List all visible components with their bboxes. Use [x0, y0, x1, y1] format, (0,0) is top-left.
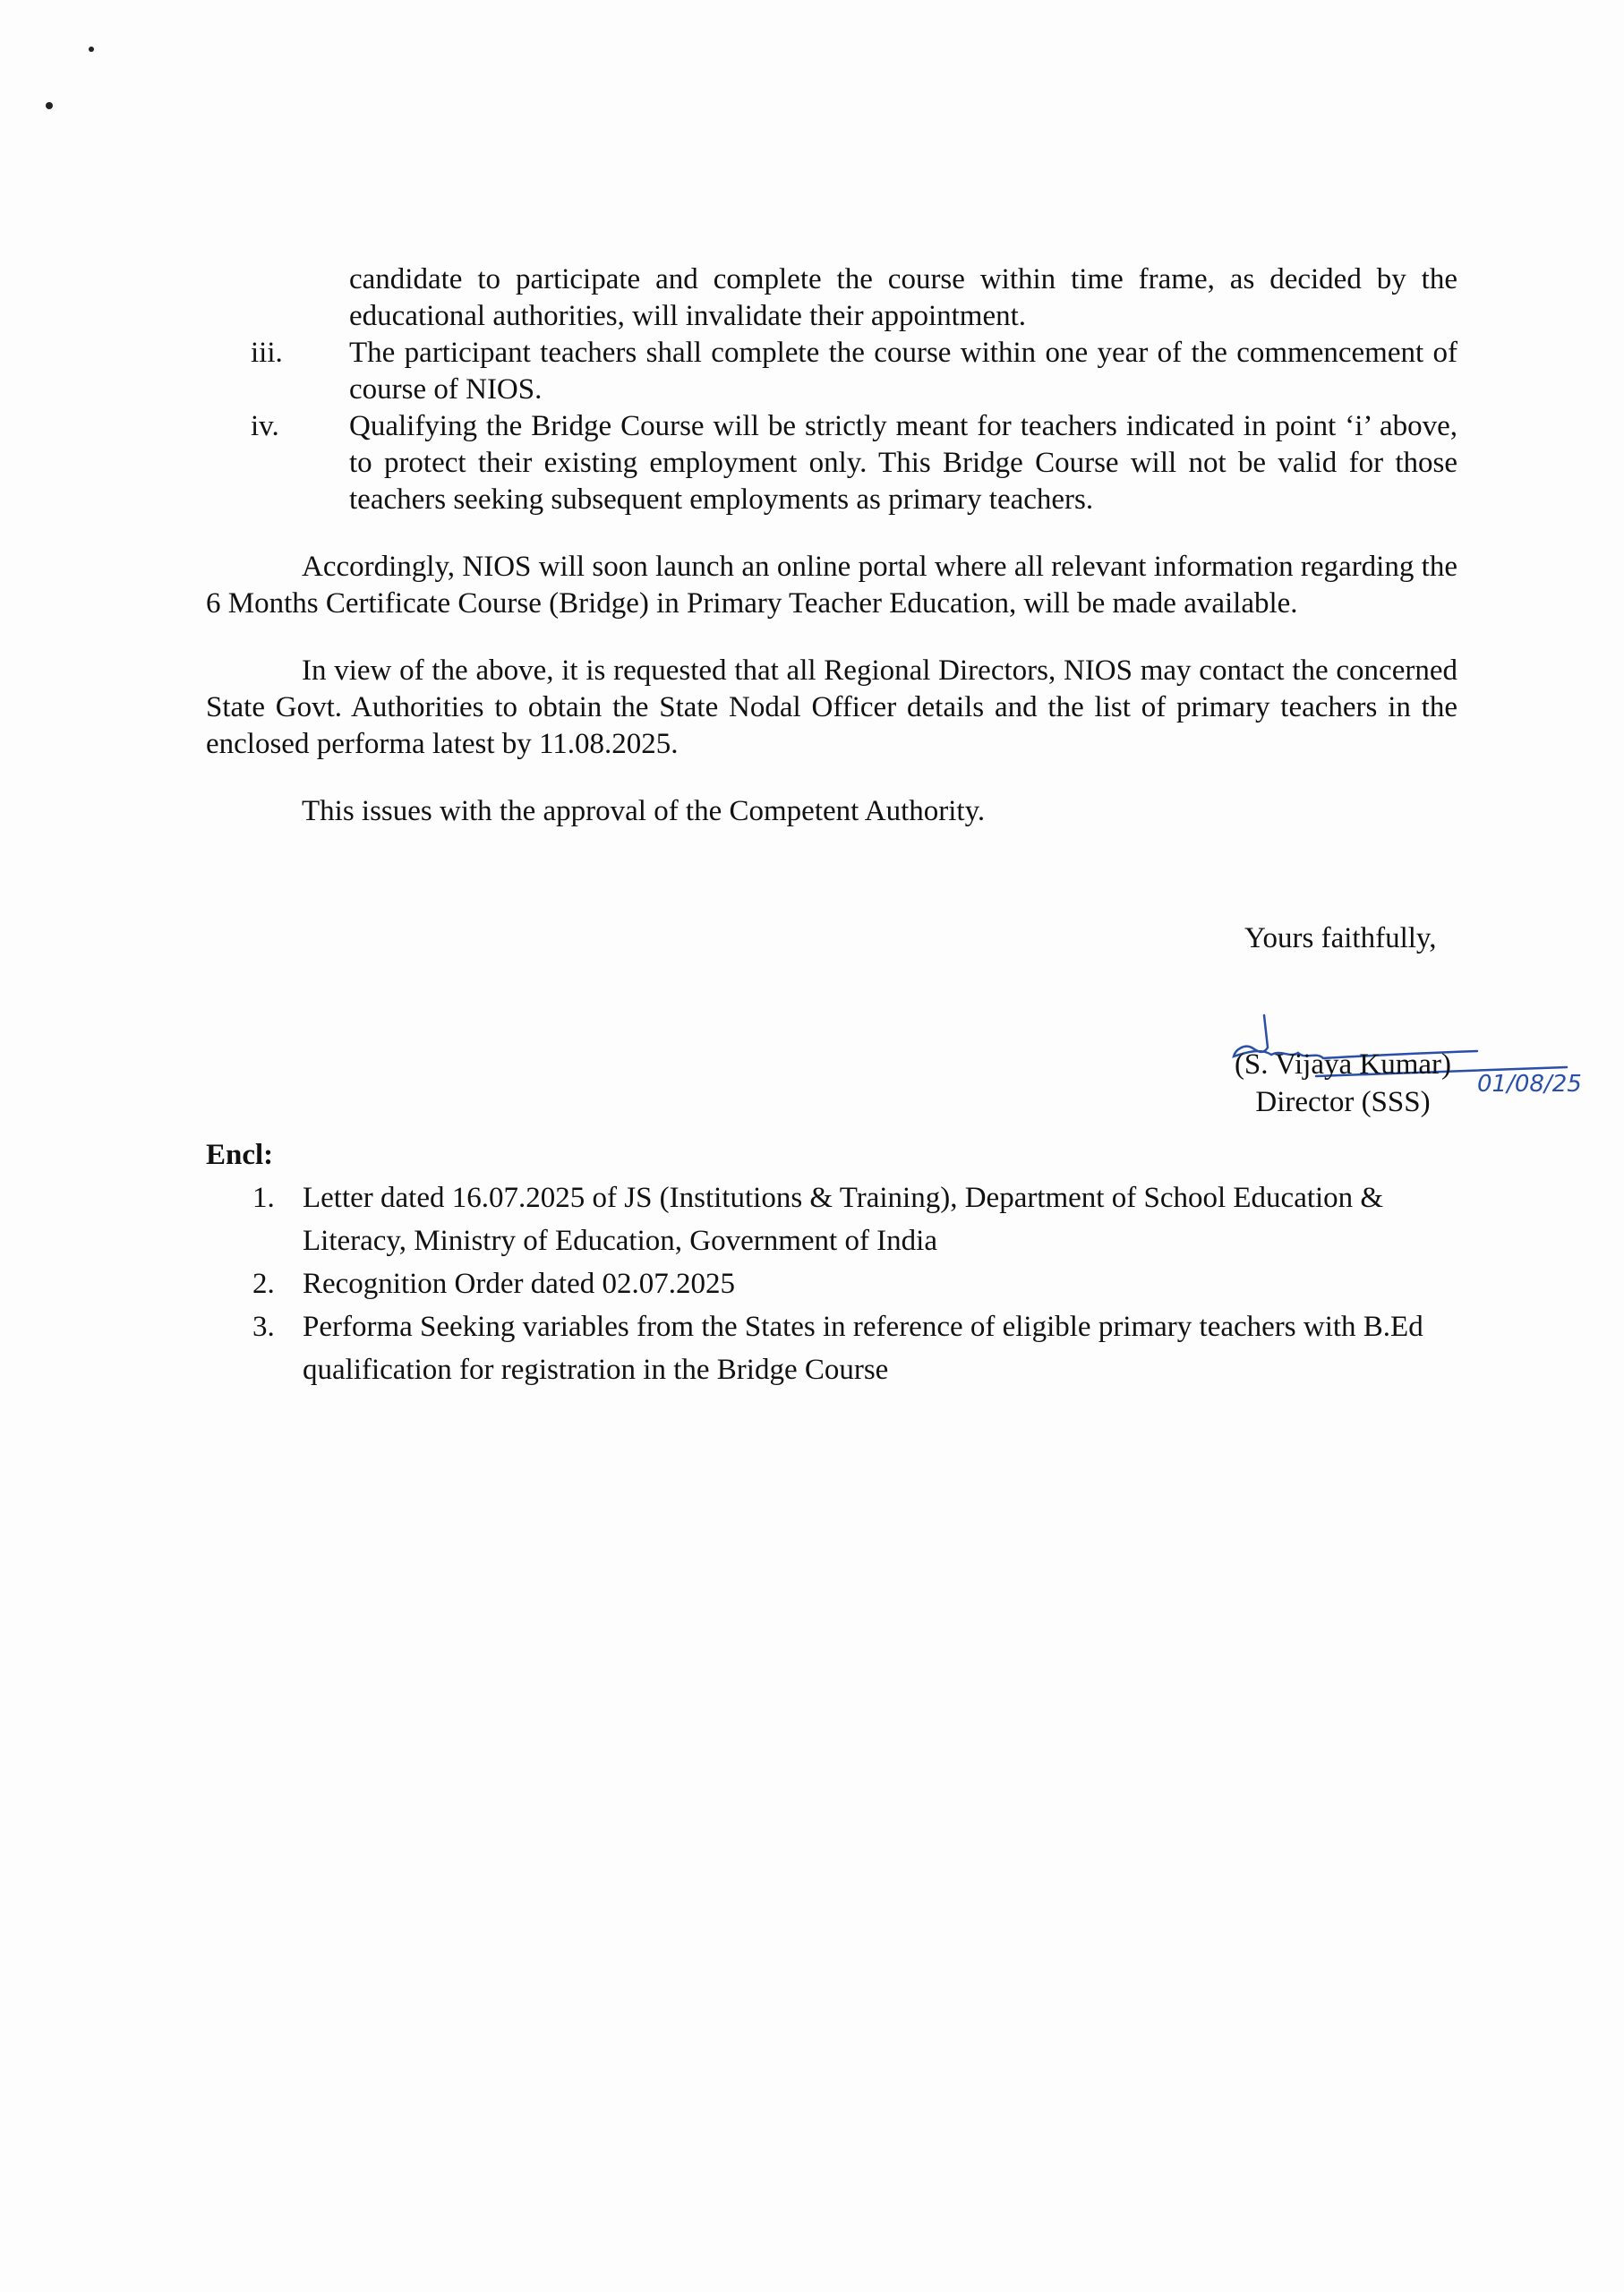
- paragraph-portal: Accordingly, NIOS will soon launch an online portal where all relevant information regarding the 6 Months Certificate Course (Bridge) in Primary Teacher Education, will be made available.: [206, 551, 1457, 620]
- signatory-name: (S. Vijaya Kumar): [1234, 1048, 1452, 1081]
- letter-body: [206, 261, 1457, 830]
- enclosure-item: [206, 1176, 1457, 1262]
- list-item-text: Qualifying the Bridge Course will be strictly meant for teachers indicated in point ‘i’ above, to protect their existing employment only. This Bridge Course will not be valid for those teachers seeking subsequent employments as primary teachers.: [349, 410, 1457, 516]
- enclosure-text: Letter dated 16.07.2025 of JS (Institutions & Training), Department of School Education & Literacy, Ministry of Education, Government of India: [303, 1182, 1384, 1257]
- list-item: [206, 335, 1457, 408]
- continuation-text: candidate to participate and complete the course within time frame, as decided by the educational authorities, will invalidate their appointment.: [349, 263, 1457, 332]
- handwritten-date: 01/08/25: [1477, 1071, 1582, 1098]
- enclosure-item: [206, 1262, 1457, 1305]
- list-item: [206, 408, 1457, 518]
- enclosure-text: Recognition Order dated 02.07.2025: [303, 1268, 735, 1300]
- paragraph-request: In view of the above, it is requested that all Regional Directors, NIOS may contact the concerned State Govt. Authorities to obtain the State Nodal Officer details and the list of primary teachers in the enclosed performa latest by 11.08.2025.: [206, 654, 1457, 760]
- enclosures-heading: Encl:: [206, 1139, 274, 1171]
- signature-block: [1218, 1046, 1468, 1121]
- enclosure-number: 2.: [252, 1268, 275, 1300]
- signatory-designation: Director (SSS): [1255, 1086, 1431, 1118]
- list-item-number: iv.: [251, 410, 279, 442]
- enclosures: [206, 1133, 1457, 1391]
- list-item-text: The participant teachers shall complete the course within one year of the commencement of course of NIOS.: [349, 337, 1457, 406]
- scan-speck: [46, 102, 53, 109]
- enclosure-number: 1.: [252, 1182, 275, 1214]
- enclosure-item: [206, 1305, 1457, 1391]
- scan-speck: [89, 47, 94, 52]
- paragraph-approval: This issues with the approval of the Competent Authority.: [302, 795, 986, 827]
- list-item-number: iii.: [251, 337, 283, 369]
- closing-salutation: Yours faithfully,: [1244, 922, 1437, 954]
- enclosure-number: 3.: [252, 1311, 275, 1343]
- enclosure-text: Performa Seeking variables from the States in reference of eligible primary teachers with B.Ed qualification for registration in the Bridge Course: [303, 1311, 1423, 1386]
